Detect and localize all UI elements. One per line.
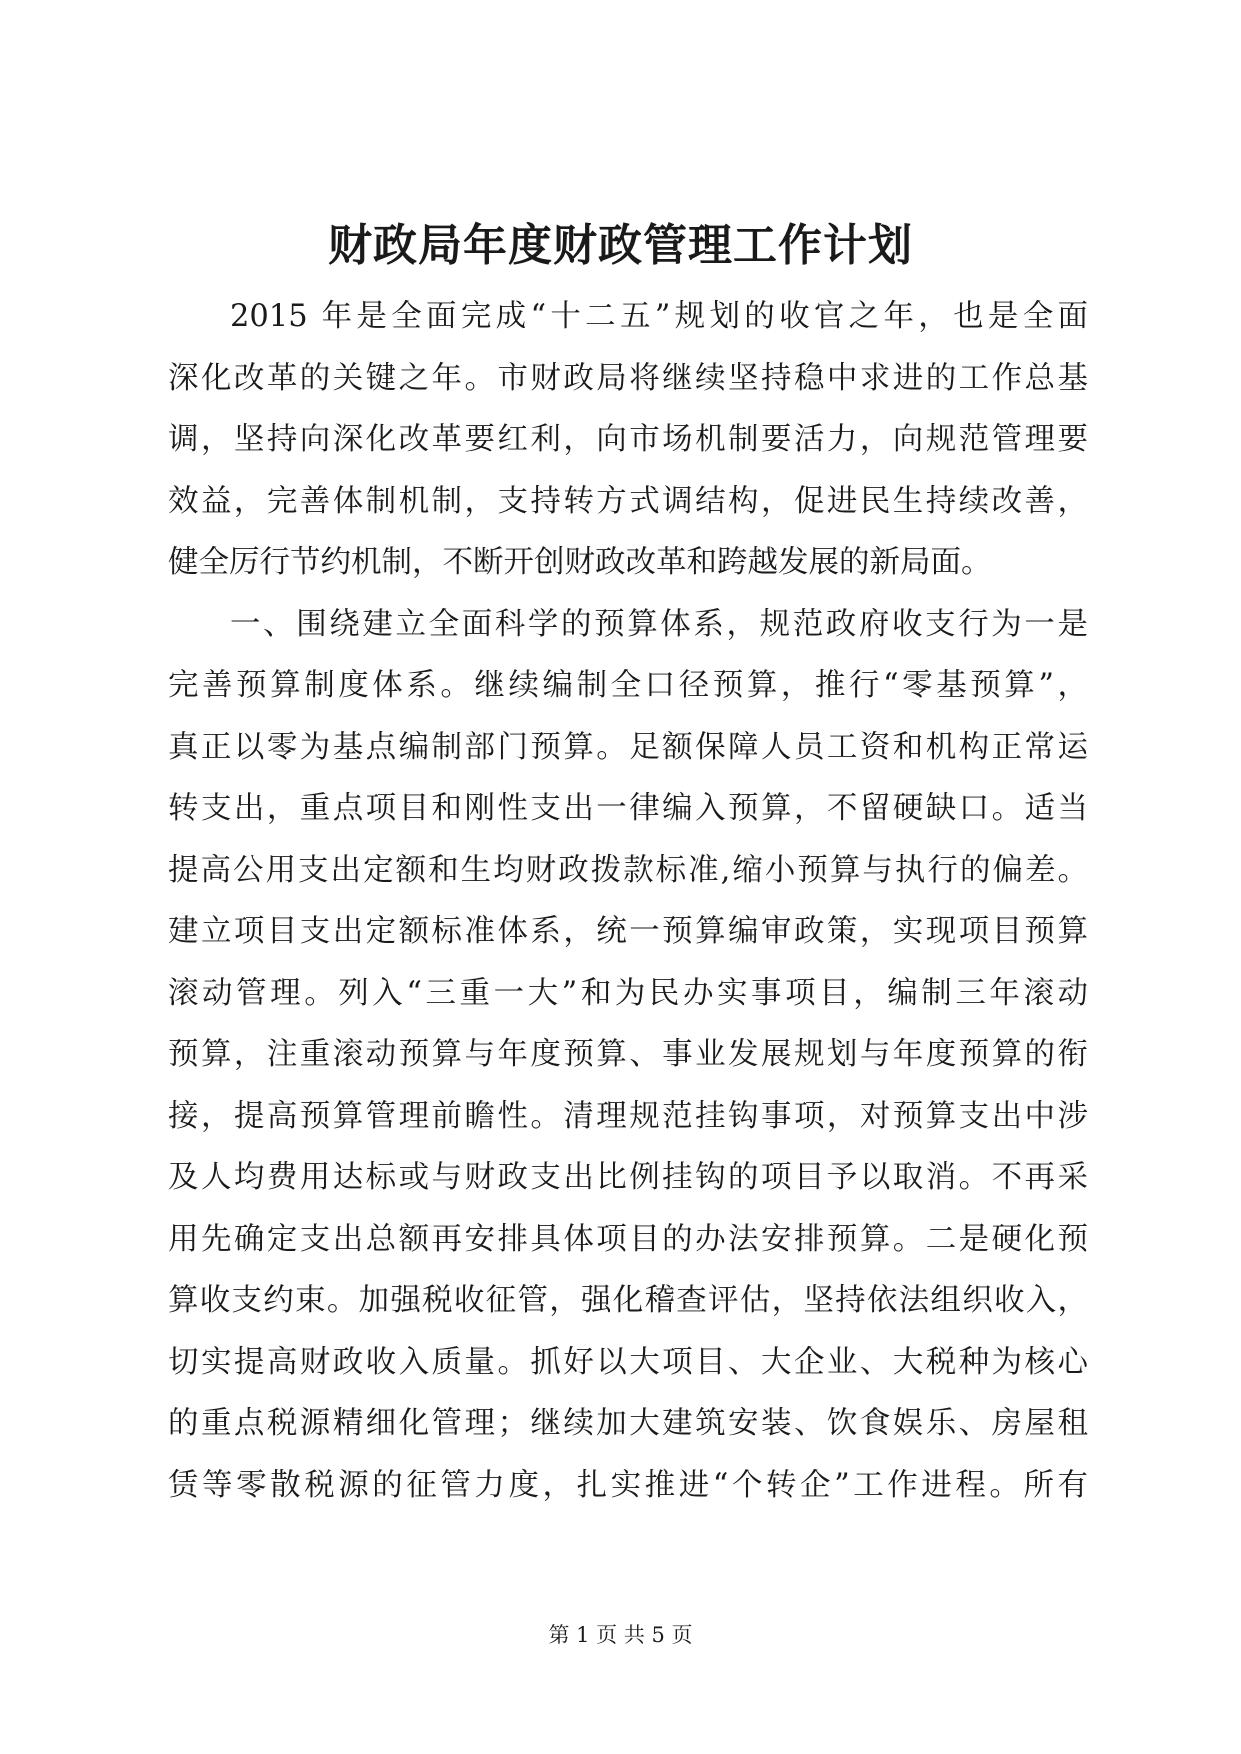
- text-line: 及人均费用达标或与财政支出比例挂钩的项目予以取消。不再采: [168, 1160, 1088, 1195]
- text-line: 预算，注重滚动预算与年度预算、事业发展规划与年度预算的衔: [168, 1037, 1088, 1072]
- text-line: 提高公用支出定额和生均财政拨款标准,缩小预算与执行的偏差。: [168, 852, 1088, 888]
- text-line: 深化改革的关键之年。市财政局将继续坚持稳中求进的工作总基: [168, 360, 1088, 396]
- text-line: 真正以零为基点编制部门预算。足额保障人员工资和机构正常运: [168, 729, 1088, 765]
- text-line: 一、围绕建立全面科学的预算体系，规范政府收支行为一是: [230, 606, 1088, 642]
- text-line: 2015 年是全面完成“十二五”规划的收官之年，也是全面: [230, 299, 1088, 334]
- text-line: 转支出，重点项目和刚性支出一律编入预算，不留硬缺口。适当: [168, 791, 1088, 826]
- text-line: 建立项目支出定额标准体系，统一预算编审政策，实现项目预算: [168, 914, 1088, 949]
- text-line: 算收支约束。加强税收征管，强化稽查评估，坚持依法组织收入，: [168, 1283, 1088, 1318]
- text-line: 用先确定支出总额再安排具体项目的办法安排预算。二是硬化预: [168, 1221, 1088, 1257]
- text-line: 的重点税源精细化管理；继续加大建筑安装、饮食娱乐、房屋租: [168, 1406, 1088, 1441]
- text-line: 切实提高财政收入质量。抓好以大项目、大企业、大税种为核心: [168, 1344, 1088, 1380]
- text-line: 调，坚持向深化改革要红利，向市场机制要活力，向规范管理要: [168, 422, 1088, 457]
- text-line: 滚动管理。列入“三重一大”和为民办实事项目，编制三年滚动: [168, 975, 1088, 1011]
- text-line: 健全厉行节约机制，不断开创财政改革和跨越发展的新局面。: [168, 545, 992, 580]
- text-line: 接，提高预算管理前瞻性。清理规范挂钩事项，对预算支出中涉: [168, 1098, 1088, 1134]
- page-footer: 第 1 页 共 5 页: [548, 1623, 693, 1647]
- document-title: 财政局年度财政管理工作计划: [328, 220, 913, 271]
- text-line: 赁等零散税源的征管力度，扎实推进“个转企”工作进程。所有: [168, 1467, 1088, 1503]
- document-body: [168, 286, 1088, 1516]
- text-line: 完善预算制度体系。继续编制全口径预算，推行“零基预算”，: [168, 668, 1088, 703]
- text-line: 效益，完善体制机制，支持转方式调结构，促进民生持续改善，: [168, 483, 1088, 519]
